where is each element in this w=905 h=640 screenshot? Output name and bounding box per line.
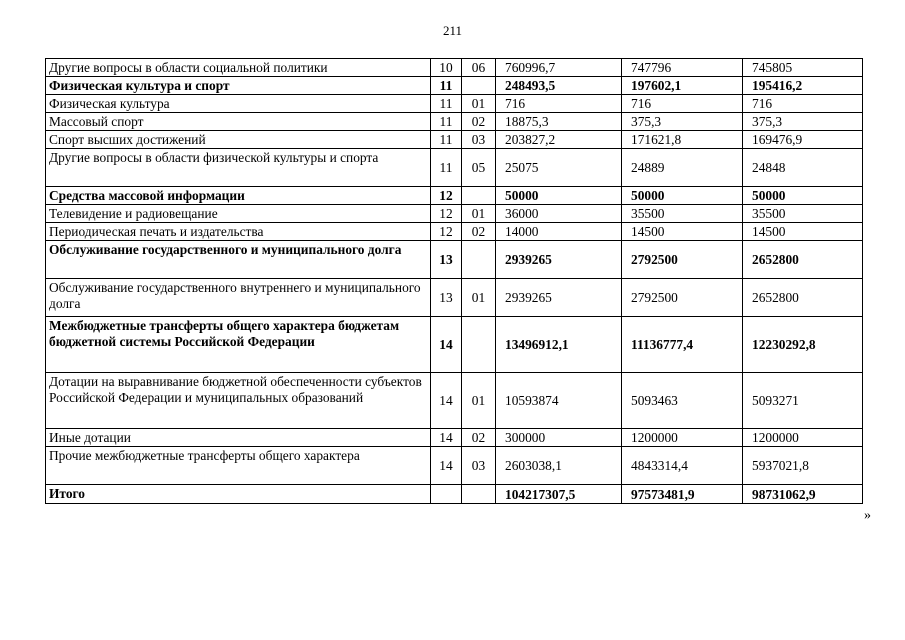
row-subsection-code-cell xyxy=(462,77,496,95)
row-subsection-code-cell xyxy=(462,485,496,504)
table-row xyxy=(46,59,863,77)
budget-table-body xyxy=(46,59,863,504)
row-subsection-code-cell: 03 xyxy=(462,131,496,149)
row-subsection-code-cell: 02 xyxy=(462,429,496,447)
row-subsection-code-cell: 01 xyxy=(462,373,496,429)
row-subsection-code-cell: 02 xyxy=(462,113,496,131)
row-subsection-code-cell xyxy=(462,241,496,279)
table-row xyxy=(46,113,863,131)
row-name-cell: Межбюджетные трансферты общего характера бюджетам бюджетной системы Российской Федерации xyxy=(46,317,431,373)
row-subsection-code-cell: 02 xyxy=(462,223,496,241)
row-amount-3-cell: 195416,2 xyxy=(743,77,863,95)
table-row xyxy=(46,279,863,317)
row-amount-3-cell: 375,3 xyxy=(743,113,863,131)
row-name-cell: Обслуживание государственного внутреннего и муниципального долга xyxy=(46,279,431,317)
row-section-code-cell xyxy=(431,485,462,504)
row-amount-1-cell: 18875,3 xyxy=(496,113,622,131)
row-section-code-cell: 12 xyxy=(431,187,462,205)
row-amount-2-cell: 4843314,4 xyxy=(622,447,743,485)
row-name-cell: Спорт высших достижений xyxy=(46,131,431,149)
row-amount-1-cell: 203827,2 xyxy=(496,131,622,149)
row-section-code-cell: 11 xyxy=(431,77,462,95)
row-amount-1-cell: 2603038,1 xyxy=(496,447,622,485)
row-amount-2-cell: 197602,1 xyxy=(622,77,743,95)
row-section-code-cell: 12 xyxy=(431,223,462,241)
row-name-cell: Иные дотации xyxy=(46,429,431,447)
row-section-code-cell: 10 xyxy=(431,59,462,77)
row-amount-1-cell: 104217307,5 xyxy=(496,485,622,504)
row-subsection-code-cell: 01 xyxy=(462,279,496,317)
row-name-cell: Дотации на выравнивание бюджетной обеспеченности субъектов Российской Федерации и муниципальных образований xyxy=(46,373,431,429)
table-row xyxy=(46,241,863,279)
row-amount-1-cell: 716 xyxy=(496,95,622,113)
row-amount-2-cell: 35500 xyxy=(622,205,743,223)
row-section-code-cell: 11 xyxy=(431,95,462,113)
row-name-cell: Обслуживание государственного и муниципального долга xyxy=(46,241,431,279)
row-section-code-cell: 13 xyxy=(431,241,462,279)
row-section-code-cell: 11 xyxy=(431,149,462,187)
table-row xyxy=(46,373,863,429)
row-name-cell: Массовый спорт xyxy=(46,113,431,131)
row-amount-3-cell: 716 xyxy=(743,95,863,113)
closing-quote-mark: » xyxy=(864,508,871,523)
table-row xyxy=(46,447,863,485)
row-amount-2-cell: 2792500 xyxy=(622,241,743,279)
row-amount-1-cell: 10593874 xyxy=(496,373,622,429)
table-row xyxy=(46,317,863,373)
row-amount-2-cell: 97573481,9 xyxy=(622,485,743,504)
table-row xyxy=(46,95,863,113)
row-amount-3-cell: 5093271 xyxy=(743,373,863,429)
row-amount-3-cell: 14500 xyxy=(743,223,863,241)
row-amount-3-cell: 2652800 xyxy=(743,241,863,279)
row-amount-3-cell: 98731062,9 xyxy=(743,485,863,504)
row-section-code-cell: 14 xyxy=(431,317,462,373)
row-amount-2-cell: 14500 xyxy=(622,223,743,241)
row-amount-1-cell: 50000 xyxy=(496,187,622,205)
table-row xyxy=(46,187,863,205)
table-row xyxy=(46,205,863,223)
row-amount-1-cell: 14000 xyxy=(496,223,622,241)
budget-table xyxy=(45,58,863,504)
row-subsection-code-cell: 01 xyxy=(462,205,496,223)
row-amount-3-cell: 745805 xyxy=(743,59,863,77)
row-name-cell: Другие вопросы в области социальной политики xyxy=(46,59,431,77)
row-amount-2-cell: 375,3 xyxy=(622,113,743,131)
row-subsection-code-cell xyxy=(462,187,496,205)
row-subsection-code-cell: 06 xyxy=(462,59,496,77)
row-amount-3-cell: 1200000 xyxy=(743,429,863,447)
row-section-code-cell: 12 xyxy=(431,205,462,223)
table-row xyxy=(46,131,863,149)
row-amount-3-cell: 24848 xyxy=(743,149,863,187)
row-name-cell: Другие вопросы в области физической культуры и спорта xyxy=(46,149,431,187)
page-number: 211 xyxy=(442,23,463,38)
row-amount-3-cell: 12230292,8 xyxy=(743,317,863,373)
row-amount-3-cell: 2652800 xyxy=(743,279,863,317)
row-amount-1-cell: 248493,5 xyxy=(496,77,622,95)
row-section-code-cell: 14 xyxy=(431,373,462,429)
row-name-cell: Итого xyxy=(46,485,431,504)
row-amount-2-cell: 171621,8 xyxy=(622,131,743,149)
row-section-code-cell: 11 xyxy=(431,113,462,131)
row-amount-1-cell: 2939265 xyxy=(496,241,622,279)
table-row xyxy=(46,429,863,447)
row-amount-3-cell: 169476,9 xyxy=(743,131,863,149)
row-amount-1-cell: 13496912,1 xyxy=(496,317,622,373)
row-amount-2-cell: 747796 xyxy=(622,59,743,77)
row-name-cell: Физическая культура xyxy=(46,95,431,113)
row-amount-2-cell: 1200000 xyxy=(622,429,743,447)
row-amount-1-cell: 300000 xyxy=(496,429,622,447)
row-section-code-cell: 14 xyxy=(431,429,462,447)
row-amount-2-cell: 5093463 xyxy=(622,373,743,429)
row-subsection-code-cell: 05 xyxy=(462,149,496,187)
row-amount-2-cell: 2792500 xyxy=(622,279,743,317)
row-amount-1-cell: 2939265 xyxy=(496,279,622,317)
row-section-code-cell: 11 xyxy=(431,131,462,149)
row-section-code-cell: 13 xyxy=(431,279,462,317)
row-name-cell: Средства массовой информации xyxy=(46,187,431,205)
row-subsection-code-cell: 03 xyxy=(462,447,496,485)
row-subsection-code-cell xyxy=(462,317,496,373)
row-amount-3-cell: 5937021,8 xyxy=(743,447,863,485)
row-amount-2-cell: 716 xyxy=(622,95,743,113)
row-amount-2-cell: 24889 xyxy=(622,149,743,187)
row-amount-3-cell: 35500 xyxy=(743,205,863,223)
row-amount-2-cell: 11136777,4 xyxy=(622,317,743,373)
table-row xyxy=(46,485,863,504)
row-section-code-cell: 14 xyxy=(431,447,462,485)
row-name-cell: Телевидение и радиовещание xyxy=(46,205,431,223)
row-amount-1-cell: 36000 xyxy=(496,205,622,223)
row-amount-3-cell: 50000 xyxy=(743,187,863,205)
row-name-cell: Физическая культура и спорт xyxy=(46,77,431,95)
table-row xyxy=(46,223,863,241)
row-amount-2-cell: 50000 xyxy=(622,187,743,205)
row-name-cell: Периодическая печать и издательства xyxy=(46,223,431,241)
table-row xyxy=(46,149,863,187)
table-row xyxy=(46,77,863,95)
row-amount-1-cell: 25075 xyxy=(496,149,622,187)
row-name-cell: Прочие межбюджетные трансферты общего характера xyxy=(46,447,431,485)
row-subsection-code-cell: 01 xyxy=(462,95,496,113)
row-amount-1-cell: 760996,7 xyxy=(496,59,622,77)
